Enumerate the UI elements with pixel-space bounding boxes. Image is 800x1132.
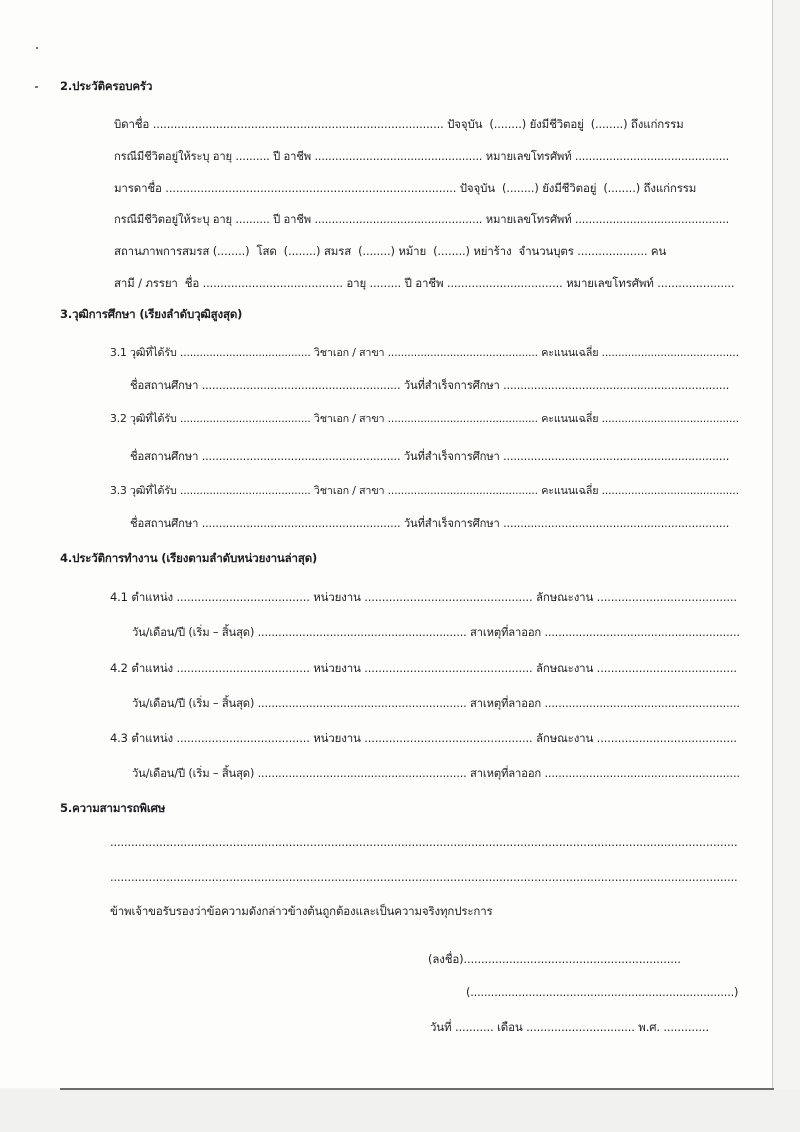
degree-2-field[interactable]: 3.2 วุฒิที่ได้รับ ........................................ วิชาเอก / สาขา .............................................. คะแนนเฉลี่ย .......................................... (110, 412, 739, 425)
special-skills-line-2[interactable]: ................................................................................................................................................................................... (110, 870, 738, 884)
paper-edge (772, 0, 773, 1090)
section-5-title: 5.ความสามารถพิเศษ (60, 801, 166, 815)
degree-3-field[interactable]: 3.3 วุฒิที่ได้รับ ........................................ วิชาเอก / สาขา .............................................. คะแนนเฉลี่ย .......................................... (110, 484, 739, 497)
degree-2-school-field[interactable]: ชื่อสถานศึกษา .......................................................... วันที่สำเร็จการศึกษา .................................................................. (130, 450, 730, 463)
degree-3-school-field[interactable]: ชื่อสถานศึกษา .......................................................... วันที่สำเร็จการศึกษา .................................................................. (130, 517, 730, 530)
printed-name-field[interactable]: (.............................................................................) (466, 986, 739, 999)
scan-speck (36, 47, 38, 49)
father-name-field[interactable]: บิดาชื่อ ................................................................................... ปัจจุบัน (........) ยังมีชีวิตอยู่ (........) ถึงแก่กรรม (114, 117, 684, 131)
spouse-field[interactable]: สามี / ภรรยา ชื่อ ........................................ อายุ ......... ปี อาชีพ ................................. หมายเลขโทรศัพท์ ...................... (114, 276, 735, 290)
section-4-title: 4.ประวัติการทำงาน (เรียงตามลำดับหน่วยงานล่าสุด) (60, 551, 318, 565)
special-skills-line-1[interactable]: ................................................................................................................................................................................... (110, 835, 738, 849)
job-1-field[interactable]: 4.1 ตำแหน่ง ...................................... หน่วยงาน ................................................ ลักษณะงาน ........................................ (110, 590, 737, 604)
job-1-dates-field[interactable]: วัน/เดือน/ปี (เริ่ม – สิ้นสุด) ............................................................. สาเหตุที่ลาออก ......................................................... (132, 626, 740, 639)
job-2-dates-field[interactable]: วัน/เดือน/ปี (เริ่ม – สิ้นสุด) ............................................................. สาเหตุที่ลาออก ......................................................... (132, 697, 740, 710)
degree-1-school-field[interactable]: ชื่อสถานศึกษา .......................................................... วันที่สำเร็จการศึกษา .................................................................. (130, 379, 730, 392)
scan-speck (35, 86, 38, 88)
date-field[interactable]: วันที่ ........... เดือน ............................... พ.ศ. ............. (430, 1020, 709, 1034)
marital-status-field[interactable]: สถานภาพการสมรส (........) โสด (........) สมรส (........) หม้าย (........) หย่าร้าง จำนวนบุตร .................... คน (114, 244, 667, 258)
job-3-field[interactable]: 4.3 ตำแหน่ง ...................................... หน่วยงาน ................................................ ลักษณะงาน ........................................ (110, 731, 737, 745)
signature-field[interactable]: (ลงชื่อ).............................................................. (428, 952, 681, 966)
job-3-dates-field[interactable]: วัน/เดือน/ปี (เริ่ม – สิ้นสุด) ............................................................. สาเหตุที่ลาออก ......................................................... (132, 767, 740, 780)
scan-background (0, 1090, 800, 1132)
degree-1-field[interactable]: 3.1 วุฒิที่ได้รับ ........................................ วิชาเอก / สาขา .............................................. คะแนนเฉลี่ย .......................................... (110, 346, 739, 359)
mother-name-field[interactable]: มารดาชื่อ ................................................................................... ปัจจุบัน (........) ยังมีชีวิตอยู่ (........) ถึงแก่กรรม (114, 181, 697, 195)
section-3-title: 3.วุฒิการศึกษา (เรียงลำดับวุฒิสูงสุด) (60, 307, 243, 321)
certification-statement: ข้าพเจ้าขอรับรองว่าข้อความดังกล่าวข้างต้นถูกต้องและเป็นความจริงทุกประการ (110, 904, 493, 918)
job-2-field[interactable]: 4.2 ตำแหน่ง ...................................... หน่วยงาน ................................................ ลักษณะงาน ........................................ (110, 661, 737, 675)
mother-details-field[interactable]: กรณีมีชีวิตอยู่ให้ระบุ อายุ .......... ปี อาชีพ ................................................. หมายเลขโทรศัพท์ ............................................. (114, 213, 730, 226)
father-details-field[interactable]: กรณีมีชีวิตอยู่ให้ระบุ อายุ .......... ปี อาชีพ ................................................. หมายเลขโทรศัพท์ ............................................. (114, 150, 730, 163)
section-2-title: 2.ประวัติครอบครัว (60, 79, 153, 93)
